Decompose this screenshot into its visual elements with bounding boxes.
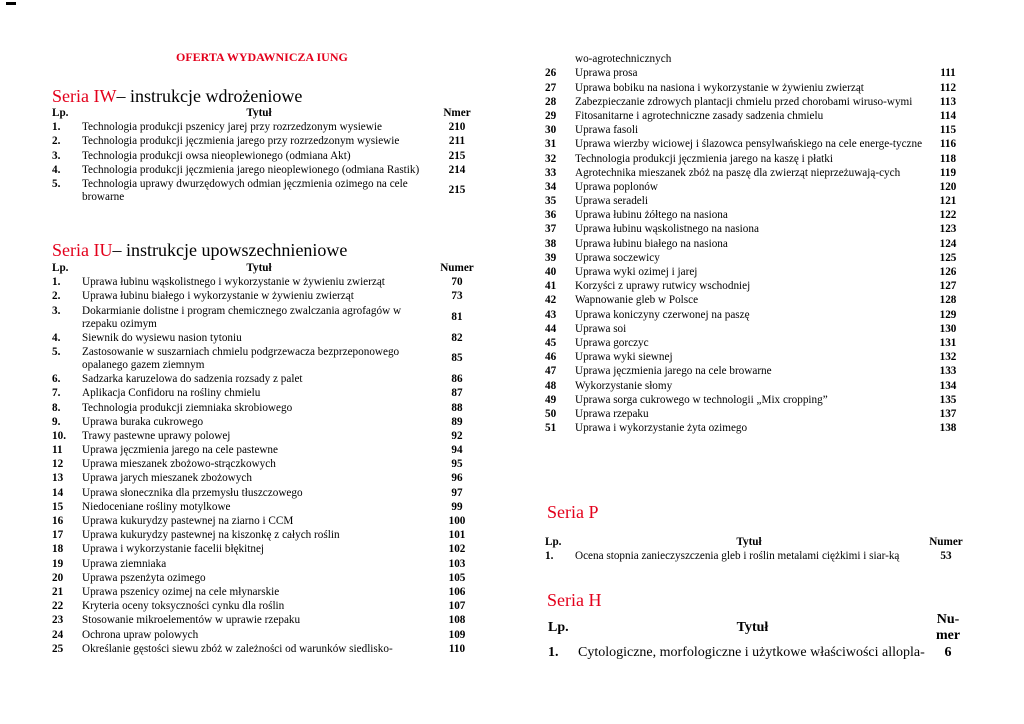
row-title: Zabezpieczanie zdrowych plantacji chmielu przed chorobami wiruso-wymi <box>575 95 913 108</box>
row-lp: 18 <box>52 543 64 556</box>
row-lp: 36 <box>545 209 557 222</box>
row-number: 120 <box>939 180 957 193</box>
row-title: Uprawa łubinu wąskolistnego na nasiona <box>575 223 759 236</box>
series-p-title <box>547 502 599 523</box>
series-h-table <box>548 612 969 661</box>
row-title: Uprawa fasoli <box>575 124 639 137</box>
series-p-label: Seria P <box>547 502 599 522</box>
table-row <box>52 528 478 542</box>
row-lp: 41 <box>545 280 557 293</box>
row-lp <box>545 52 573 66</box>
table-row <box>545 151 969 165</box>
series-h-title <box>547 590 601 611</box>
row-title: Agrotechnika mieszanek zbóż na paszę dla zwierząt nieprzeżuwają-cych <box>575 166 901 179</box>
table-row <box>545 421 969 435</box>
table-row <box>545 307 969 321</box>
series-iu-prefix: Seria IU <box>52 240 113 260</box>
row-lp: 21 <box>52 585 64 598</box>
row-number: 128 <box>939 294 957 307</box>
table-row <box>52 331 478 345</box>
row-lp: 24 <box>52 628 64 641</box>
series-iw-title <box>52 86 302 107</box>
col-lp: Lp. <box>52 262 69 274</box>
row-lp: 34 <box>545 180 557 193</box>
table-row <box>52 627 478 641</box>
row-number: 134 <box>939 379 957 392</box>
row-title: Uprawa buraka cukrowego <box>82 415 204 428</box>
row-lp: 22 <box>52 600 64 613</box>
table-row <box>545 109 969 123</box>
row-title: Sadzarka karuzelowa do sadzenia rozsady z palet <box>82 373 303 386</box>
table-row <box>545 123 969 137</box>
row-lp: 29 <box>545 109 557 122</box>
row-lp: 30 <box>545 124 557 137</box>
table-row <box>545 322 969 336</box>
row-lp: 6. <box>52 373 61 386</box>
series-h-label: Seria H <box>547 590 602 610</box>
row-lp: 2. <box>52 135 61 148</box>
row-lp: 11 <box>52 444 63 457</box>
row-number: 127 <box>939 280 957 293</box>
row-number: 100 <box>448 515 466 527</box>
row-number: 116 <box>939 138 957 151</box>
row-title: Stosowanie mikroelementów w uprawie rzepaku <box>82 614 301 627</box>
table-row <box>548 644 969 661</box>
row-lp: 13 <box>52 472 64 485</box>
row-number: 121 <box>939 195 957 208</box>
series-iw-table <box>52 107 478 204</box>
row-number: 133 <box>939 365 957 378</box>
row-title: Trawy pastewne uprawy polowej <box>82 429 231 442</box>
row-lp: 49 <box>545 393 557 406</box>
row-title: Cytologiczne, morfologiczne i użytkowe właściwości allopla- <box>578 645 925 661</box>
row-lp: 28 <box>545 95 557 108</box>
row-number: 53 <box>940 550 952 563</box>
row-number: 112 <box>939 81 957 94</box>
row-number: 88 <box>451 401 463 414</box>
row-title: Uprawa wyki ozimej i jarej <box>575 266 698 278</box>
row-number: 106 <box>448 585 466 598</box>
row-number: 215 <box>448 184 466 197</box>
row-title: Technologia produkcji pszenicy jarej przy rozrzedzonym wysiewie <box>82 121 382 134</box>
row-title: Aplikacja Confidoru na rośliny chmielu <box>82 387 261 400</box>
row-number: 89 <box>451 415 463 428</box>
table-row <box>52 400 478 414</box>
row-number: 115 <box>939 124 957 137</box>
table-row <box>545 80 969 94</box>
row-lp: 15 <box>52 500 64 513</box>
row-title: wo-agrotechnicznych <box>575 53 672 66</box>
row-title: Uprawa łubinu białego na nasiona <box>575 237 728 250</box>
row-number: 125 <box>939 251 957 264</box>
row-number: 110 <box>448 642 466 655</box>
table-row <box>545 251 969 265</box>
table-row <box>52 177 478 204</box>
col-title: Tytuł <box>736 536 762 548</box>
row-lp: 26 <box>545 67 557 80</box>
table-row <box>52 429 478 443</box>
row-lp: 45 <box>545 336 557 349</box>
row-lp: 40 <box>545 266 557 278</box>
table-row <box>52 556 478 570</box>
row-number: 95 <box>451 458 463 471</box>
row-lp: 9. <box>52 415 61 428</box>
table-row <box>52 642 478 656</box>
table-row <box>545 393 969 407</box>
row-lp: 50 <box>545 407 557 420</box>
row-lp: 46 <box>545 351 557 364</box>
table-row <box>52 386 478 400</box>
row-title: Uprawa sorga cukrowego w technologii „Mix cropping” <box>575 393 828 406</box>
col-lp: Lp. <box>52 107 69 119</box>
row-number: 126 <box>939 266 957 278</box>
table-row <box>545 378 969 392</box>
row-number: 87 <box>451 387 463 400</box>
table-row <box>52 571 478 585</box>
row-lp: 37 <box>545 223 557 236</box>
row-lp: 1. <box>52 276 61 289</box>
row-number: 131 <box>939 336 957 349</box>
row-title: Uprawa soczewicy <box>575 251 660 264</box>
col-title: Tytuł <box>246 107 272 119</box>
row-title: Uprawa ziemniaka <box>82 557 167 570</box>
offer-header: OFERTA WYDAWNICZA IUNG <box>176 50 348 64</box>
row-title: Uprawa łubinu żółtego na nasiona <box>575 209 728 222</box>
row-title: Uprawa słonecznika dla przemysłu tłuszczowego <box>82 486 303 499</box>
table-row <box>545 180 969 194</box>
row-number: 215 <box>448 149 466 162</box>
row-title: Technologia produkcji jęczmienia jarego nieoplewionego (odmiana Rastik) <box>82 163 420 176</box>
row-number: 86 <box>451 373 463 386</box>
row-title: Uprawa wierzby wiciowej i ślazowca pensylwańskiego na cele energe-tyczne <box>575 138 923 151</box>
row-title: Dokarmianie dolistne i program chemicznego zwalczania agrofagów w rzepaku ozimym <box>82 304 402 330</box>
row-lp: 42 <box>545 294 557 307</box>
table-row <box>52 148 478 162</box>
table-row <box>545 222 969 236</box>
row-lp: 8. <box>52 401 61 414</box>
row-title: Wykorzystanie słomy <box>575 379 673 392</box>
table-row <box>545 293 969 307</box>
table-row <box>545 549 969 563</box>
row-number: 129 <box>939 308 957 321</box>
row-title: Uprawa łubinu wąskolistnego i wykorzystanie w żywieniu zwierząt <box>82 276 385 289</box>
row-number: 118 <box>939 152 957 165</box>
row-number: 124 <box>939 237 957 250</box>
col-num: Numer <box>440 262 474 274</box>
row-number: 214 <box>448 163 466 176</box>
row-lp: 25 <box>52 642 64 655</box>
row-title: Niedoceniane rośliny motylkowe <box>82 500 231 513</box>
row-title: Uprawa jęczmienia jarego na cele browarne <box>575 365 772 378</box>
row-title: Technologia produkcji ziemniaka skrobiowego <box>82 401 293 414</box>
table-row <box>545 407 969 421</box>
table-row <box>545 208 969 222</box>
row-number: 111 <box>940 67 956 80</box>
row-title: Ocena stopnia zanieczyszczenia gleb i roślin metalami ciężkimi i siar-ką <box>575 550 900 563</box>
row-title: Uprawa koniczyny czerwonej na paszę <box>575 308 750 321</box>
row-lp: 1. <box>545 550 554 563</box>
row-number: 101 <box>448 529 466 542</box>
row-title: Uprawa bobiku na nasiona i wykorzystanie w żywieniu zwierząt <box>575 81 864 94</box>
series-iw-prefix: Seria IW <box>52 86 117 106</box>
table-row <box>545 137 969 151</box>
row-lp: 35 <box>545 195 557 208</box>
row-number: 132 <box>939 351 957 364</box>
corner-mark <box>6 2 16 5</box>
table-row <box>545 194 969 208</box>
table-row <box>545 265 969 279</box>
row-number: 82 <box>451 331 463 344</box>
table-row <box>52 542 478 556</box>
table-row <box>52 303 478 330</box>
row-title: Fitosanitarne i agrotechniczne zasady sadzenia chmielu <box>575 109 824 122</box>
row-lp: 33 <box>545 166 557 179</box>
row-number: 114 <box>939 109 957 122</box>
row-number: 6 <box>944 645 952 661</box>
table-row <box>52 120 478 134</box>
row-number: 138 <box>939 422 957 435</box>
row-title: Uprawa gorczyc <box>575 336 649 349</box>
table-row <box>52 585 478 599</box>
table-row <box>545 350 969 364</box>
table-row <box>545 52 969 66</box>
row-lp: 17 <box>52 529 64 542</box>
row-number: 210 <box>448 121 466 134</box>
row-lp: 47 <box>545 365 557 378</box>
row-number: 81 <box>451 311 463 324</box>
row-title: Uprawa jarych mieszanek zbożowych <box>82 472 252 485</box>
table-row <box>545 336 969 350</box>
row-number: 102 <box>448 543 466 556</box>
row-title: Uprawa kukurydzy pastewnej na kiszonkę z całych roślin <box>82 529 340 542</box>
series-iu-table <box>52 262 478 656</box>
row-number: 109 <box>448 628 466 641</box>
row-lp: 32 <box>545 152 557 165</box>
row-title: Korzyści z uprawy rutwicy wschodniej <box>575 280 751 293</box>
table-row <box>52 500 478 514</box>
row-lp: 14 <box>52 486 64 499</box>
row-lp: 4. <box>52 331 61 344</box>
col-title: Tytuł <box>736 620 769 635</box>
table-row <box>52 613 478 627</box>
table-row <box>52 275 478 289</box>
row-title: Kryteria oceny toksyczności cynku dla roślin <box>82 600 285 613</box>
row-number: 96 <box>451 472 463 485</box>
row-lp: 38 <box>545 237 557 250</box>
series-iu-table-continued <box>545 52 969 435</box>
row-number: 211 <box>448 135 466 148</box>
col-lp: Lp. <box>548 620 569 635</box>
col-num: Nmer <box>443 107 471 119</box>
row-title: Technologia uprawy dwurzędowych odmian jęczmienia ozimego na cele browarne <box>82 177 408 203</box>
row-lp: 5. <box>52 345 61 358</box>
table-row <box>545 166 969 180</box>
row-number: 137 <box>939 407 957 420</box>
row-title: Technologia produkcji owsa nieoplewionego (odmiana Akt) <box>82 149 351 162</box>
table-header <box>545 536 969 549</box>
row-number: 130 <box>939 322 957 335</box>
table-header <box>52 107 478 120</box>
row-number: 99 <box>451 500 463 513</box>
table-row <box>52 134 478 148</box>
table-header <box>548 612 969 644</box>
row-title: Uprawa mieszanek zbożowo-strączkowych <box>82 458 276 471</box>
row-title: Uprawa wyki siewnej <box>575 351 673 364</box>
row-lp: 1. <box>548 645 559 661</box>
col-title: Tytuł <box>246 262 272 274</box>
row-number: 97 <box>451 486 463 499</box>
col-num: Nu-mer <box>935 612 961 643</box>
row-lp: 39 <box>545 251 557 264</box>
row-number: 73 <box>451 290 463 303</box>
series-iu-suffix: – instrukcje upowszechnieniowe <box>112 240 348 260</box>
row-title: Uprawa kukurydzy pastewnej na ziarno i CCM <box>82 515 294 527</box>
row-number: 119 <box>939 166 957 179</box>
row-title: Uprawa poplonów <box>575 180 658 193</box>
table-row <box>52 289 478 303</box>
table-row <box>52 372 478 386</box>
row-number: 105 <box>448 571 466 584</box>
row-title: Uprawa jęczmienia jarego na cele pastewne <box>82 444 278 457</box>
row-number: 85 <box>451 352 463 365</box>
row-lp: 5. <box>52 177 61 190</box>
table-header <box>52 262 478 275</box>
table-row <box>52 443 478 457</box>
table-row <box>52 345 478 372</box>
row-title: Uprawa i wykorzystanie żyta ozimego <box>575 422 748 435</box>
row-title: Uprawa rzepaku <box>575 407 649 420</box>
row-title: Ochrona upraw polowych <box>82 628 199 641</box>
row-lp: 19 <box>52 557 64 570</box>
row-lp: 3. <box>52 149 61 162</box>
table-row <box>52 485 478 499</box>
row-number: 123 <box>939 223 957 236</box>
row-title: Technologia produkcji jęczmienia jarego przy rozrzedzonym wysiewie <box>82 135 400 148</box>
row-number: 108 <box>448 614 466 627</box>
table-row <box>52 415 478 429</box>
col-num: Numer <box>929 536 963 548</box>
row-number: 107 <box>448 600 466 613</box>
table-row <box>52 471 478 485</box>
row-title: Siewnik do wysiewu nasion tytoniu <box>82 331 242 344</box>
row-title: Wapnowanie gleb w Polsce <box>575 294 699 307</box>
series-p-table <box>545 536 969 563</box>
table-row <box>545 236 969 250</box>
row-title: Określanie gęstości siewu zbóż w zależności od warunków siedlisko- <box>82 642 393 655</box>
row-lp: 16 <box>52 515 64 527</box>
row-lp: 10. <box>52 429 66 442</box>
row-title: Uprawa seradeli <box>575 195 648 208</box>
table-row <box>52 514 478 528</box>
table-row <box>545 66 969 80</box>
row-lp: 2. <box>52 290 61 303</box>
row-lp: 12 <box>52 458 64 471</box>
table-row <box>545 95 969 109</box>
row-lp: 7. <box>52 387 61 400</box>
row-title: Uprawa i wykorzystanie facelii błękitnej <box>82 543 265 556</box>
row-number: 92 <box>451 429 463 442</box>
col-lp: Lp. <box>545 536 562 548</box>
table-row <box>545 279 969 293</box>
row-number <box>927 52 969 66</box>
row-lp: 31 <box>545 138 557 151</box>
row-lp: 1. <box>52 121 61 134</box>
row-lp: 44 <box>545 322 557 335</box>
series-iu-title <box>52 240 347 261</box>
series-iw-suffix: – instrukcje wdrożeniowe <box>116 86 303 106</box>
row-number: 122 <box>939 209 957 222</box>
row-lp: 23 <box>52 614 64 627</box>
table-row <box>52 457 478 471</box>
row-title: Uprawa prosa <box>575 67 638 80</box>
row-number: 70 <box>451 276 463 289</box>
row-title: Uprawa pszenżyta ozimego <box>82 571 206 584</box>
row-lp: 20 <box>52 571 64 584</box>
row-number: 135 <box>939 393 957 406</box>
row-lp: 43 <box>545 308 557 321</box>
row-title: Uprawa soi <box>575 322 627 335</box>
row-lp: 51 <box>545 422 557 435</box>
row-lp: 27 <box>545 81 557 94</box>
row-lp: 48 <box>545 379 557 392</box>
row-number: 103 <box>448 557 466 570</box>
table-row <box>52 599 478 613</box>
table-row <box>545 364 969 378</box>
row-lp: 4. <box>52 163 61 176</box>
row-title: Uprawa pszenicy ozimej na cele młynarskie <box>82 585 280 598</box>
row-number: 94 <box>451 444 463 457</box>
row-title: Uprawa łubinu białego i wykorzystanie w żywieniu zwierząt <box>82 290 354 303</box>
row-title: Technologia produkcji jęczmienia jarego na kaszę i płatki <box>575 152 833 165</box>
table-row <box>52 163 478 177</box>
row-title: Zastosowanie w suszarniach chmielu podgrzewacza bezprzeponowego opalanego gazem ziemnym <box>82 345 400 371</box>
row-lp: 3. <box>52 304 61 317</box>
row-number: 113 <box>939 95 957 108</box>
